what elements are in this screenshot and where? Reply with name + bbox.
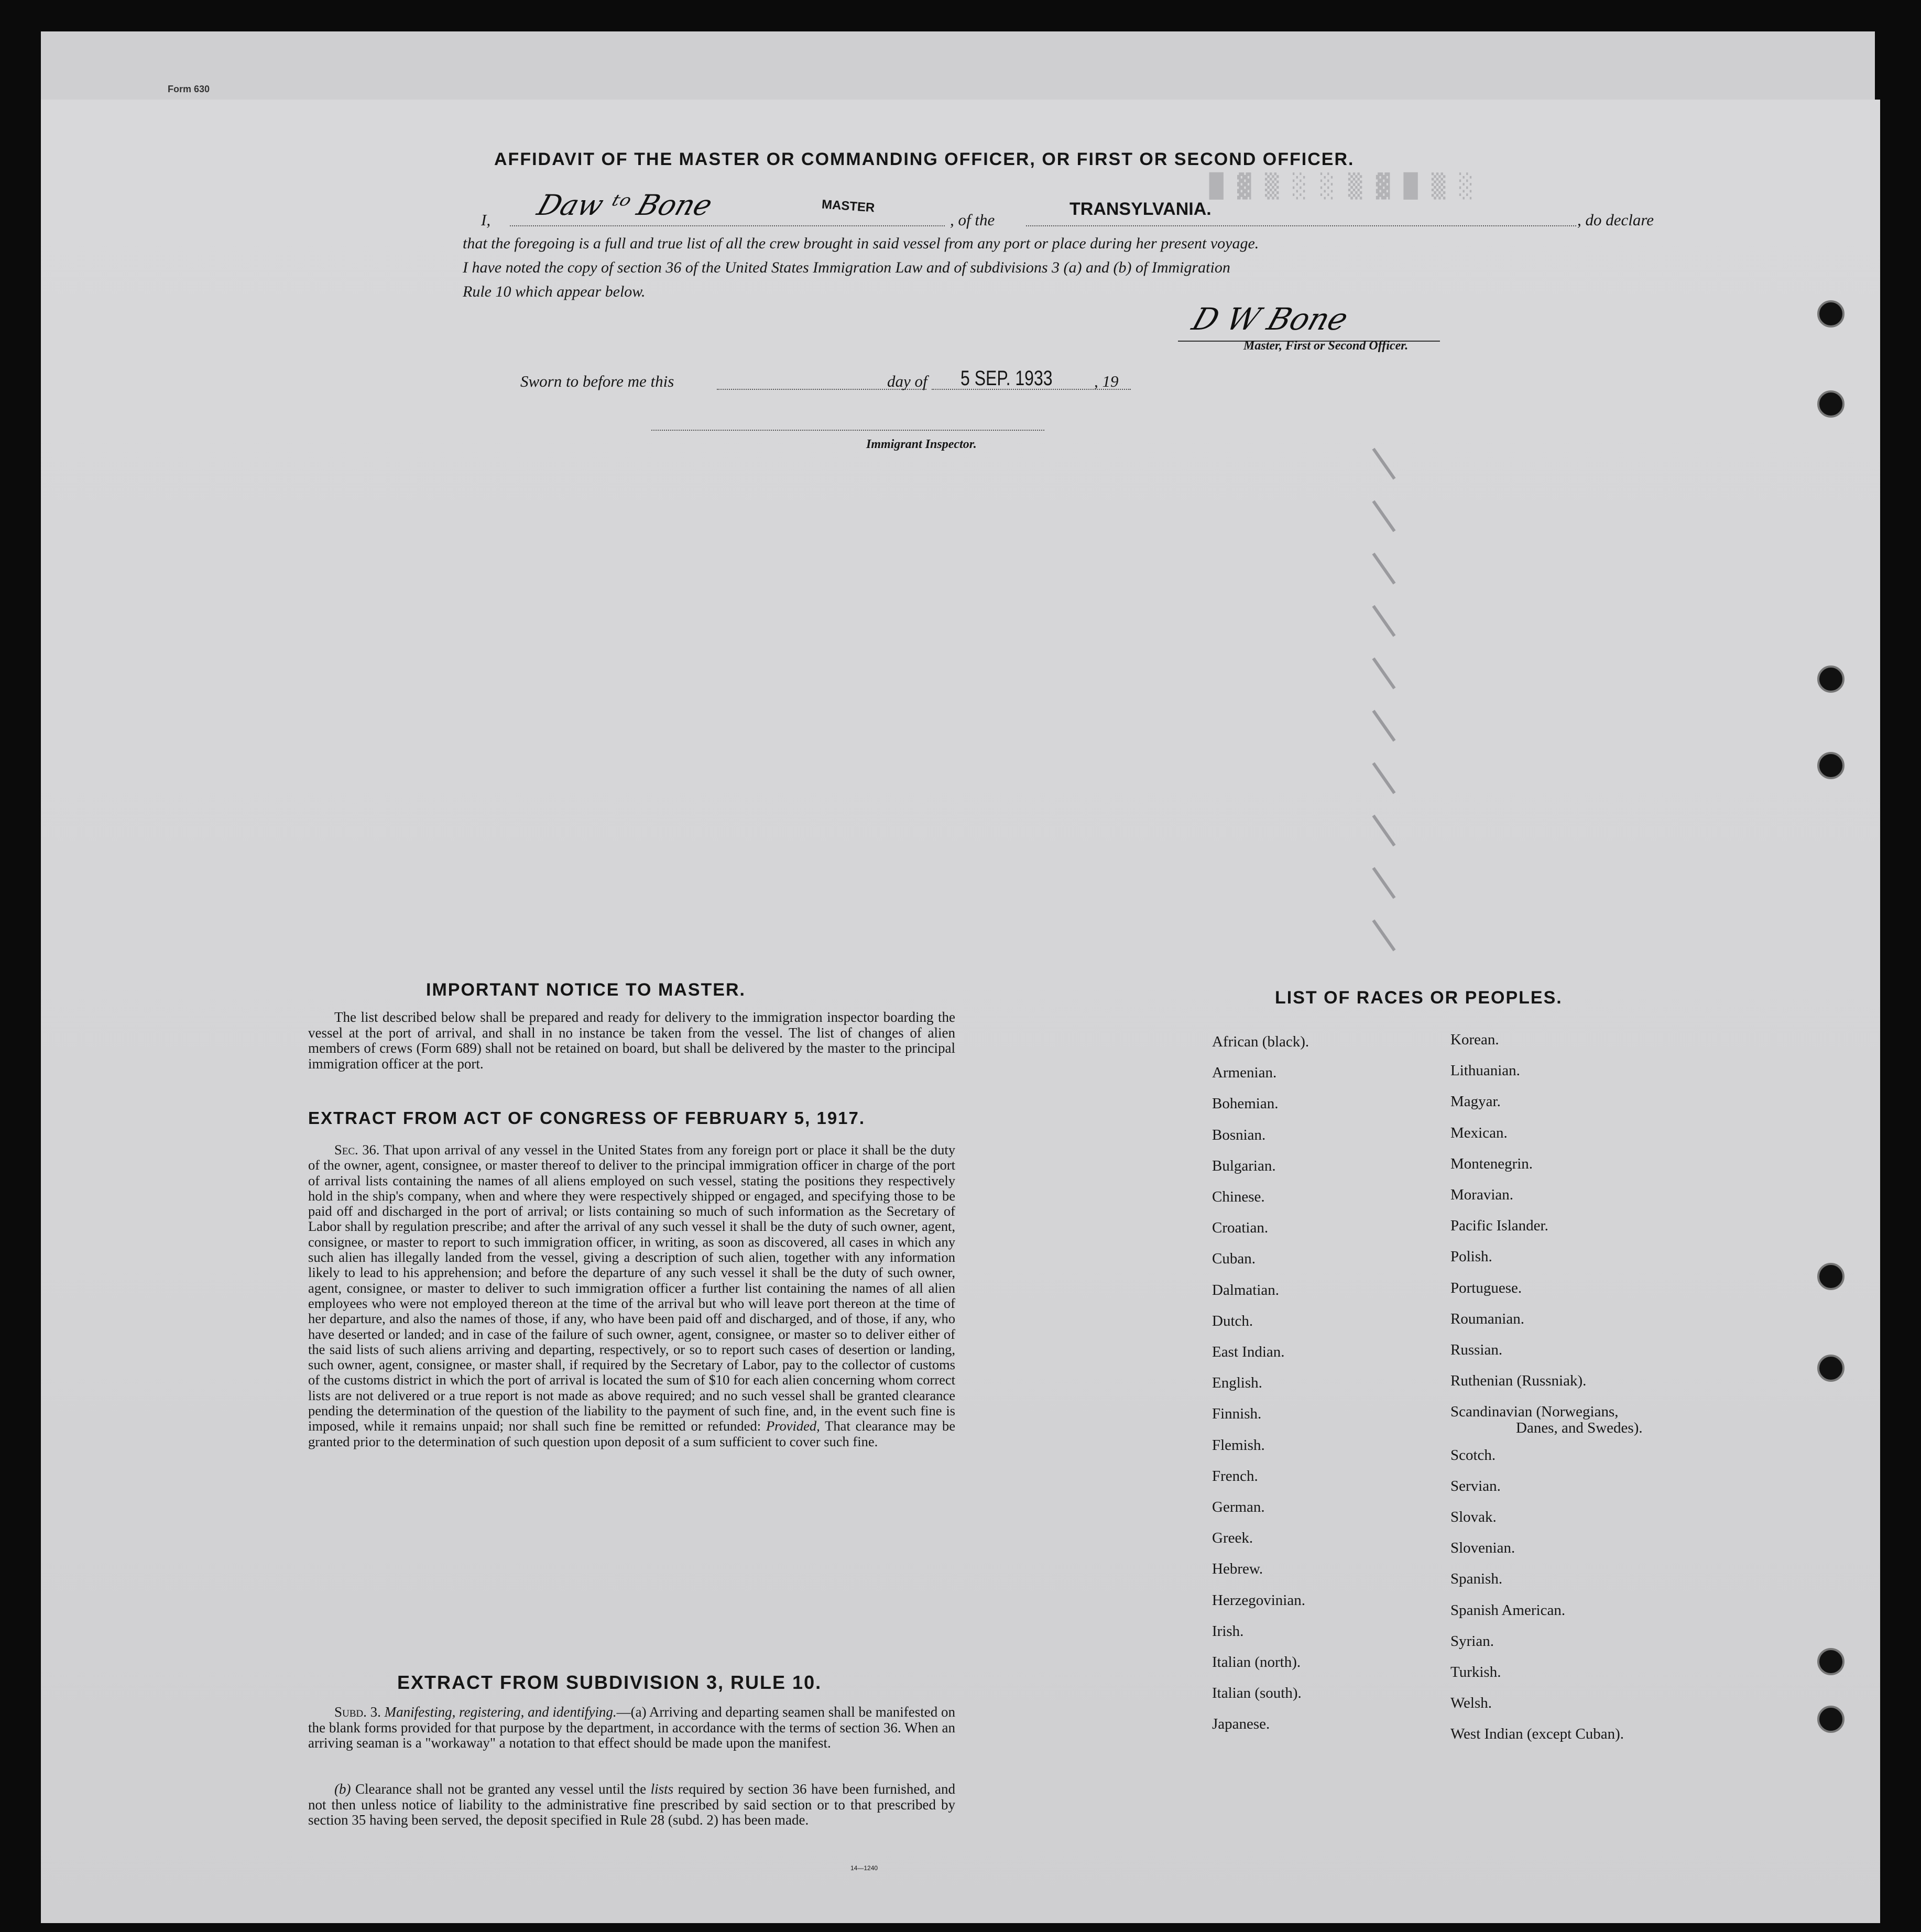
race-scandinavian-cont: Danes, and Swedes). (1516, 1420, 1643, 1436)
rule-extract-title: EXTRACT FROM SUBDIVISION 3, RULE 10. (397, 1672, 822, 1693)
bleed-mark (1372, 448, 1395, 480)
bleed-mark (1372, 867, 1395, 899)
notice-body: The list described below shall be prepared and ready for delivery to the immigration inspector boarding the vessel at the port of arrival, and shall in no instance be taken from the vessel. The list of changes of alien members of crews (Form 689) shall not be retained on board, but shall be delivered by the master to the principal immigration officer at the port. (308, 1009, 955, 1072)
race-item: African (black). (1212, 1033, 1309, 1050)
race-item: Turkish. (1450, 1664, 1501, 1680)
race-item: Korean. (1450, 1031, 1499, 1048)
race-item: Bulgarian. (1212, 1157, 1276, 1174)
race-item: Lithuanian. (1450, 1062, 1520, 1079)
race-item: Cuban. (1212, 1250, 1256, 1268)
master-signature: D W Bone (1187, 301, 1353, 337)
race-item: Spanish American. (1450, 1601, 1566, 1619)
race-item: Pacific Islander. (1450, 1217, 1548, 1235)
section-label: Sec. 36. (334, 1142, 380, 1158)
race-item: East Indian. (1212, 1344, 1285, 1360)
signature-caption: Master, First or Second Officer. (1243, 339, 1409, 353)
race-item: Flemish. (1212, 1436, 1265, 1454)
subd-b-lists: lists (650, 1781, 674, 1797)
subd-b-start: Clearance shall not be granted any vessel until the (355, 1781, 647, 1797)
bleed-mark (1372, 920, 1395, 952)
binder-hole (1817, 1263, 1844, 1290)
race-item: Mexican. (1450, 1124, 1508, 1141)
act-extract-body (308, 1142, 955, 1449)
race-item: Ruthenian (Russniak). (1450, 1372, 1587, 1390)
binder-hole (1817, 1706, 1844, 1733)
master-name-signature: Daw ᵗᵒ Bone (533, 189, 717, 222)
race-item: Russian. (1450, 1341, 1503, 1358)
bleed-mark (1372, 658, 1395, 690)
section-36-text: That upon arrival of any vessel in the United States from any foreign port or place it shall be the duty of the owner, agent, consignee, or master thereof to deliver to the principal immigration officer in charge of the port of arrival lists containing the names of all aliens employed on such vessel, stating the positions they respectively hold in the ship's company, when and where they were respectively shipped or engaged, and specifying those to be paid off and discharged in the port of arrival; or lists containing so much of such information as the Secretary of Labor shall by regulation prescribe; and after the arrival of any such vessel it shall be the duty of such owner, agent, consignee, or master to report to such immigration officer, in writing, as soon as discovered, all cases in which any such alien has illegally landed from the vessel, giving a description of such alien, together with any information likely to lead to his apprehension; and before the departure of any such vessel it shall be the duty of such owner, agent, consignee, or master to deliver to such immigration officer a further list containing the names of all alien employees who were not employed thereon at the time of the arrival but who will leave port thereon at the time of her departure, and also the names of those, if any, who have been paid off and discharged, and of those, if any, who have deserted or landed; and in case of the failure of such owner, agent, consignee, or master so to deliver either of the said lists of such aliens arriving and departing, respectively, or so to report such cases of desertion or landing, such owner, agent, consignee, or master shall, if required by the Secretary of Labor, pay to the collector of customs of the customs district in which the port of arrival is located the sum of $10 for each alien concerning whom correct lists are not delivered or a true report is not made as above required; and no such vessel shall be granted clearance pending the determination of the question of the liability to the payment of such fine, and, in the event such fine is imposed, while it remains unpaid; nor shall such fine be remitted or refunded: (308, 1142, 955, 1434)
race-item: Japanese. (1212, 1716, 1270, 1733)
form-number: Form 630 (168, 84, 210, 94)
race-item: Bohemian. (1212, 1095, 1279, 1112)
race-item: Spanish. (1450, 1570, 1503, 1588)
subd-b-label: (b) (334, 1781, 351, 1797)
bleed-mark (1372, 500, 1395, 532)
race-item: Slovenian. (1450, 1540, 1515, 1557)
race-item: Italian (north). (1212, 1654, 1301, 1671)
inspector-caption: Immigrant Inspector. (866, 438, 977, 451)
subd-b-rest: required by section 36 have been furnished, and not then unless notice of liability to the administrative fine prescribed by said section or to that prescribed by section 35 having been served, the deposit specified in Rule 28 (subd. 2) has been made. (308, 1781, 956, 1828)
race-item: Croatian. (1212, 1219, 1269, 1237)
race-item: Roumanian. (1450, 1310, 1524, 1327)
print-code: 14—1240 (850, 1864, 878, 1872)
race-item: Greek. (1212, 1530, 1253, 1547)
sworn-text: Sworn to before me this (520, 372, 674, 390)
race-item: Moravian. (1450, 1186, 1513, 1203)
race-item: Welsh. (1450, 1695, 1492, 1712)
rule-subd-a (308, 1705, 955, 1751)
affidavit-i: I, (481, 211, 491, 229)
subd-label: Subd. 3. (334, 1704, 381, 1720)
race-item: Irish. (1212, 1622, 1244, 1640)
binder-hole (1817, 300, 1844, 328)
race-item: Scandinavian (Norwegians, (1450, 1403, 1619, 1421)
of-the-text: , of the (950, 211, 995, 229)
binder-hole (1817, 390, 1844, 418)
race-item: Portuguese. (1450, 1279, 1522, 1296)
race-item: Servian. (1450, 1477, 1501, 1494)
bleed-mark (1372, 815, 1395, 847)
race-item: West Indian (except Cuban). (1450, 1726, 1624, 1743)
race-item: Finnish. (1212, 1405, 1262, 1423)
binder-hole (1817, 1355, 1844, 1382)
name-line (510, 225, 945, 226)
bleed-through: █ ▓ ▒ ░ ░ ▒ ▓ █ ▒ ░ (1209, 173, 1474, 200)
race-item: English. (1212, 1374, 1262, 1392)
subd-a-text: —(a) Arriving and departing seamen shall be manifested on the blank forms provided for that purpose by the department, in accordance with the terms of section 36. When an arriving seaman is a "workaway" a notation to that effect should be made upon the manifest. (308, 1704, 955, 1751)
race-item: French. (1212, 1467, 1258, 1485)
vessel-name: TRANSYLVANIA. (1069, 199, 1211, 219)
race-item: German. (1212, 1499, 1265, 1515)
subd-heading: Manifesting, registering, and identifying. (384, 1704, 617, 1720)
rule-subd-b (308, 1782, 955, 1828)
affidavit-title: AFFIDAVIT OF THE MASTER OR COMMANDING OFFICER, OR FIRST OR SECOND OFFICER. (494, 149, 1355, 169)
bleed-mark (1372, 553, 1395, 585)
notice-title: IMPORTANT NOTICE TO MASTER. (426, 980, 746, 1000)
race-item: Scotch. (1450, 1446, 1496, 1464)
affidavit-line-2: that the foregoing is a full and true list of all the crew brought in said vessel from any port or place during her present voyage. (463, 235, 1259, 252)
race-item: Syrian. (1450, 1632, 1494, 1650)
year-prefix: , 19 (1094, 372, 1119, 390)
race-item: Dutch. (1212, 1312, 1253, 1329)
race-item: Montenegrin. (1450, 1155, 1533, 1172)
bleed-mark (1372, 710, 1395, 742)
inspector-line (651, 430, 1044, 431)
race-item: Hebrew. (1212, 1560, 1263, 1578)
bleed-mark (1372, 762, 1395, 794)
race-item: Armenian. (1212, 1064, 1277, 1082)
race-item: Polish. (1450, 1248, 1492, 1265)
race-item: Bosnian. (1212, 1126, 1266, 1143)
section-36-end: That clearance may be granted prior to the determination of such question upon deposit of a sum sufficient to cover such fine. (308, 1418, 955, 1449)
race-item: Magyar. (1450, 1093, 1501, 1110)
race-item: Dalmatian. (1212, 1281, 1280, 1298)
race-item: Herzegovinian. (1212, 1591, 1305, 1609)
race-item: Slovak. (1450, 1509, 1497, 1525)
do-declare-text: , do declare (1577, 211, 1654, 229)
day-of-text: day of (887, 372, 927, 390)
date-stamp: 5 SEP. 1933 (961, 367, 1053, 390)
document-page (41, 100, 1880, 1923)
act-extract-title: EXTRACT FROM ACT OF CONGRESS OF FEBRUARY 5, 1917. (308, 1108, 866, 1128)
affidavit-line-3: I have noted the copy of section 36 of the United States Immigration Law and of subdivisions 3 (a) and (b) of Immigration (463, 259, 1230, 276)
races-title: LIST OF RACES OR PEOPLES. (1275, 988, 1563, 1008)
affidavit-line-4: Rule 10 which appear below. (463, 283, 646, 300)
race-item: Italian (south). (1212, 1685, 1302, 1702)
bleed-mark (1372, 605, 1395, 637)
binder-hole (1817, 1648, 1844, 1675)
vessel-line (1026, 225, 1576, 226)
binder-hole (1817, 665, 1844, 693)
binder-hole (1817, 752, 1844, 779)
rank-stamp: MASTER (821, 197, 876, 215)
provided-word: Provided, (766, 1418, 820, 1434)
race-item: Chinese. (1212, 1188, 1265, 1205)
